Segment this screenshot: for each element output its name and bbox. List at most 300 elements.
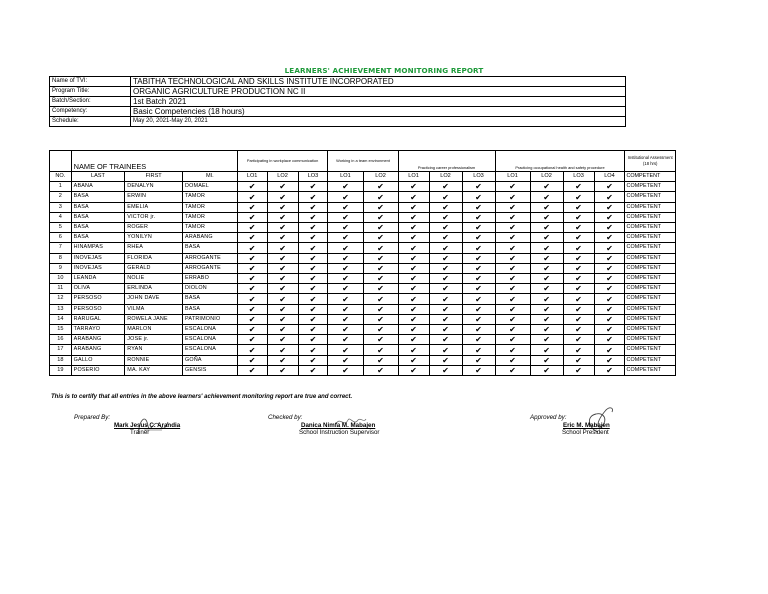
middle-initial-cell: TAMOR bbox=[183, 202, 238, 212]
checkmark-icon: ✔ bbox=[594, 355, 625, 365]
checkmark-icon: ✔ bbox=[237, 253, 267, 263]
checkmark-icon: ✔ bbox=[398, 365, 429, 375]
lo-header: LO2 bbox=[429, 172, 462, 182]
checkmark-icon: ✔ bbox=[398, 325, 429, 335]
checkmark-icon: ✔ bbox=[530, 314, 563, 324]
row-number: 8 bbox=[50, 253, 72, 263]
first-name-cell: FLORIDA bbox=[125, 253, 183, 263]
checkmark-icon: ✔ bbox=[495, 202, 530, 212]
checkmark-icon: ✔ bbox=[495, 294, 530, 304]
middle-initial-cell: DIOLON bbox=[183, 284, 238, 294]
prepared-by-block bbox=[74, 414, 180, 436]
checkmark-icon: ✔ bbox=[429, 192, 462, 202]
checkmark-icon: ✔ bbox=[594, 335, 625, 345]
checkmark-icon: ✔ bbox=[363, 284, 398, 294]
first-name-cell: RHEA bbox=[125, 243, 183, 253]
checkmark-icon: ✔ bbox=[328, 335, 363, 345]
row-number: 16 bbox=[50, 335, 72, 345]
checkmark-icon: ✔ bbox=[328, 182, 363, 192]
checkmark-icon: ✔ bbox=[398, 182, 429, 192]
trainee-row bbox=[50, 355, 676, 365]
checkmark-icon: ✔ bbox=[398, 212, 429, 222]
last-name-cell: ARABANG bbox=[71, 335, 125, 345]
checkmark-icon: ✔ bbox=[530, 335, 563, 345]
checkmark-icon: ✔ bbox=[237, 335, 267, 345]
checkmark-icon: ✔ bbox=[363, 304, 398, 314]
last-name-cell: TARRAYO bbox=[71, 325, 125, 335]
first-name-cell: NOLIE bbox=[125, 274, 183, 284]
info-label: Competency: bbox=[50, 107, 131, 117]
first-name-cell: GERALD bbox=[125, 263, 183, 273]
last-name-cell: INOVEJAS bbox=[71, 263, 125, 273]
checkmark-icon: ✔ bbox=[429, 243, 462, 253]
checkmark-icon: ✔ bbox=[298, 345, 328, 355]
checkmark-icon: ✔ bbox=[363, 182, 398, 192]
row-number: 3 bbox=[50, 202, 72, 212]
checkmark-icon: ✔ bbox=[328, 263, 363, 273]
checkmark-icon: ✔ bbox=[530, 223, 563, 233]
checkmark-icon: ✔ bbox=[495, 253, 530, 263]
checkmark-icon: ✔ bbox=[594, 325, 625, 335]
checkmark-icon: ✔ bbox=[267, 304, 298, 314]
checkmark-icon: ✔ bbox=[363, 263, 398, 273]
trainees-table bbox=[49, 150, 676, 376]
checkmark-icon: ✔ bbox=[267, 202, 298, 212]
checkmark-icon: ✔ bbox=[398, 314, 429, 324]
signatory-position: Trainer bbox=[130, 429, 150, 436]
checkmark-icon: ✔ bbox=[398, 304, 429, 314]
checkmark-icon: ✔ bbox=[267, 243, 298, 253]
checkmark-icon: ✔ bbox=[530, 192, 563, 202]
first-name-cell: MA. KAY bbox=[125, 365, 183, 375]
assessment-result-cell: COMPETENT bbox=[625, 345, 676, 355]
last-name-cell: GALLO bbox=[71, 355, 125, 365]
checkmark-icon: ✔ bbox=[563, 284, 594, 294]
checkmark-icon: ✔ bbox=[429, 233, 462, 243]
checkmark-icon: ✔ bbox=[363, 345, 398, 355]
assessment-result-cell: COMPETENT bbox=[625, 365, 676, 375]
checkmark-icon: ✔ bbox=[298, 182, 328, 192]
trainee-row bbox=[50, 233, 676, 243]
checkmark-icon: ✔ bbox=[237, 355, 267, 365]
assessment-result-cell: COMPETENT bbox=[625, 243, 676, 253]
checkmark-icon: ✔ bbox=[594, 304, 625, 314]
middle-initial-cell: TAMOR bbox=[183, 223, 238, 233]
checkmark-icon: ✔ bbox=[495, 192, 530, 202]
checkmark-icon: ✔ bbox=[429, 304, 462, 314]
last-name-cell: BASA bbox=[71, 202, 125, 212]
row-number: 13 bbox=[50, 304, 72, 314]
checkmark-icon: ✔ bbox=[363, 202, 398, 212]
info-label: Name of TVI: bbox=[50, 77, 131, 87]
checkmark-icon: ✔ bbox=[298, 233, 328, 243]
checkmark-icon: ✔ bbox=[328, 233, 363, 243]
checkmark-icon: ✔ bbox=[530, 325, 563, 335]
checkmark-icon: ✔ bbox=[298, 304, 328, 314]
program-info-table bbox=[49, 76, 626, 127]
checkmark-icon: ✔ bbox=[530, 274, 563, 284]
checkmark-icon: ✔ bbox=[429, 365, 462, 375]
checkmark-icon: ✔ bbox=[267, 345, 298, 355]
checkmark-icon: ✔ bbox=[328, 325, 363, 335]
checkmark-icon: ✔ bbox=[462, 314, 495, 324]
lo-header: LO1 bbox=[328, 172, 363, 182]
checkmark-icon: ✔ bbox=[237, 365, 267, 375]
checkmark-icon: ✔ bbox=[267, 325, 298, 335]
checkmark-icon: ✔ bbox=[298, 284, 328, 294]
checkmark-icon: ✔ bbox=[495, 243, 530, 253]
checkmark-icon: ✔ bbox=[429, 284, 462, 294]
middle-initial-cell: ARROGANTE bbox=[183, 253, 238, 263]
checkmark-icon: ✔ bbox=[267, 212, 298, 222]
checkmark-icon: ✔ bbox=[563, 243, 594, 253]
checkmark-icon: ✔ bbox=[398, 355, 429, 365]
checkmark-icon: ✔ bbox=[594, 314, 625, 324]
first-name-cell: DENALYN bbox=[125, 182, 183, 192]
assessment-result-cell: COMPETENT bbox=[625, 335, 676, 345]
middle-initial-cell: GENSIS bbox=[183, 365, 238, 375]
first-name-cell: RONNIE bbox=[125, 355, 183, 365]
first-name-cell: JOSE jr. bbox=[125, 335, 183, 345]
checkmark-icon: ✔ bbox=[462, 335, 495, 345]
info-value: May 20, 2021-May 20, 2021 bbox=[131, 117, 626, 127]
checkmark-icon: ✔ bbox=[328, 253, 363, 263]
signatory-role: Prepared By: bbox=[74, 414, 111, 421]
checkmark-icon: ✔ bbox=[462, 365, 495, 375]
first-name-cell: ERLINDA bbox=[125, 284, 183, 294]
trainee-row bbox=[50, 253, 676, 263]
checkmark-icon: ✔ bbox=[495, 314, 530, 324]
trainee-row bbox=[50, 243, 676, 253]
checkmark-icon: ✔ bbox=[495, 223, 530, 233]
checkmark-icon: ✔ bbox=[267, 335, 298, 345]
last-name-cell: OLIVA bbox=[71, 284, 125, 294]
middle-initial-header: MI. bbox=[183, 172, 238, 182]
trainee-row bbox=[50, 335, 676, 345]
signatory-name: Eric M. Mabajen bbox=[563, 422, 610, 429]
middle-initial-cell: ARROGANTE bbox=[183, 263, 238, 273]
checkmark-icon: ✔ bbox=[462, 294, 495, 304]
checkmark-icon: ✔ bbox=[237, 274, 267, 284]
checkmark-icon: ✔ bbox=[267, 182, 298, 192]
checkmark-icon: ✔ bbox=[328, 243, 363, 253]
assessment-result-cell: COMPETENT bbox=[625, 182, 676, 192]
checkmark-icon: ✔ bbox=[363, 325, 398, 335]
checkmark-icon: ✔ bbox=[462, 345, 495, 355]
lo-header: LO2 bbox=[363, 172, 398, 182]
checkmark-icon: ✔ bbox=[429, 314, 462, 324]
assessment-result-cell: COMPETENT bbox=[625, 253, 676, 263]
middle-initial-cell: ERRABO bbox=[183, 274, 238, 284]
info-row-schedule bbox=[50, 117, 626, 127]
assessment-result-cell: COMPETENT bbox=[625, 223, 676, 233]
checkmark-icon: ✔ bbox=[462, 263, 495, 273]
lo-header: LO2 bbox=[530, 172, 563, 182]
row-number: 9 bbox=[50, 263, 72, 273]
checkmark-icon: ✔ bbox=[462, 202, 495, 212]
trainee-row bbox=[50, 274, 676, 284]
assessment-result-cell: COMPETENT bbox=[625, 192, 676, 202]
assessment-result-cell: COMPETENT bbox=[625, 325, 676, 335]
checkmark-icon: ✔ bbox=[363, 243, 398, 253]
checkmark-icon: ✔ bbox=[298, 243, 328, 253]
checkmark-icon: ✔ bbox=[298, 263, 328, 273]
row-number: 19 bbox=[50, 365, 72, 375]
checkmark-icon: ✔ bbox=[530, 284, 563, 294]
checkmark-icon: ✔ bbox=[237, 314, 267, 324]
checkmark-icon: ✔ bbox=[363, 365, 398, 375]
assessment-header: Institutional Assessment (18 hrs) bbox=[625, 151, 676, 172]
first-name-cell: ROGER bbox=[125, 223, 183, 233]
checkmark-icon: ✔ bbox=[398, 223, 429, 233]
header-row-groups bbox=[50, 151, 676, 172]
checkmark-icon: ✔ bbox=[398, 284, 429, 294]
trainee-rows bbox=[50, 182, 676, 376]
checkmark-icon: ✔ bbox=[530, 263, 563, 273]
assessment-result-cell: COMPETENT bbox=[625, 355, 676, 365]
trainee-row bbox=[50, 223, 676, 233]
checkmark-icon: ✔ bbox=[530, 304, 563, 314]
checkmark-icon: ✔ bbox=[594, 202, 625, 212]
assessment-result-cell: COMPETENT bbox=[625, 284, 676, 294]
assessment-result-cell: COMPETENT bbox=[625, 212, 676, 222]
checkmark-icon: ✔ bbox=[462, 223, 495, 233]
checkmark-icon: ✔ bbox=[462, 182, 495, 192]
last-name-cell: INOVEJAS bbox=[71, 253, 125, 263]
checkmark-icon: ✔ bbox=[237, 325, 267, 335]
checkmark-icon: ✔ bbox=[594, 182, 625, 192]
checkmark-icon: ✔ bbox=[429, 182, 462, 192]
checkmark-icon: ✔ bbox=[495, 212, 530, 222]
names-header: NAME OF TRAINEES bbox=[71, 151, 237, 172]
checkmark-icon: ✔ bbox=[237, 294, 267, 304]
checkmark-icon: ✔ bbox=[267, 263, 298, 273]
group-header: Participating in workplace communication bbox=[237, 151, 328, 172]
row-number: 15 bbox=[50, 325, 72, 335]
checkmark-icon: ✔ bbox=[298, 253, 328, 263]
checkmark-icon: ✔ bbox=[267, 192, 298, 202]
checkmark-icon: ✔ bbox=[563, 192, 594, 202]
checkmark-icon: ✔ bbox=[495, 325, 530, 335]
trainee-row bbox=[50, 192, 676, 202]
checkmark-icon: ✔ bbox=[495, 284, 530, 294]
trainee-row bbox=[50, 365, 676, 375]
info-value: Basic Competencies (18 hours) bbox=[131, 107, 626, 117]
checkmark-icon: ✔ bbox=[398, 192, 429, 202]
trainee-row bbox=[50, 212, 676, 222]
middle-initial-cell: BASA bbox=[183, 304, 238, 314]
no-header: NO. bbox=[50, 172, 72, 182]
info-value: 1st Batch 2021 bbox=[131, 97, 626, 107]
checkmark-icon: ✔ bbox=[267, 365, 298, 375]
info-row-program bbox=[50, 87, 626, 97]
checkmark-icon: ✔ bbox=[594, 365, 625, 375]
checkmark-icon: ✔ bbox=[563, 263, 594, 273]
trainee-row bbox=[50, 202, 676, 212]
checkmark-icon: ✔ bbox=[594, 345, 625, 355]
row-number: 14 bbox=[50, 314, 72, 324]
checkmark-icon: ✔ bbox=[462, 192, 495, 202]
lo-header: LO4 bbox=[594, 172, 625, 182]
info-value: TABITHA TECHNOLOGICAL AND SKILLS INSTITUTE INCORPORATED bbox=[131, 77, 626, 87]
signatory-name: Mark Jesus C. Arandia bbox=[114, 422, 181, 429]
row-number: 11 bbox=[50, 284, 72, 294]
checkmark-icon: ✔ bbox=[298, 355, 328, 365]
row-number: 2 bbox=[50, 192, 72, 202]
last-name-cell: PERSOSO bbox=[71, 294, 125, 304]
checkmark-icon: ✔ bbox=[563, 325, 594, 335]
checkmark-icon: ✔ bbox=[462, 284, 495, 294]
checkmark-icon: ✔ bbox=[398, 233, 429, 243]
checkmark-icon: ✔ bbox=[530, 212, 563, 222]
checkmark-icon: ✔ bbox=[398, 243, 429, 253]
lo-header: LO1 bbox=[398, 172, 429, 182]
checkmark-icon: ✔ bbox=[530, 243, 563, 253]
lo-header: LO3 bbox=[298, 172, 328, 182]
checkmark-icon: ✔ bbox=[298, 223, 328, 233]
checkmark-icon: ✔ bbox=[429, 202, 462, 212]
checkmark-icon: ✔ bbox=[429, 223, 462, 233]
trainee-row bbox=[50, 263, 676, 273]
checkmark-icon: ✔ bbox=[237, 182, 267, 192]
checkmark-icon: ✔ bbox=[594, 263, 625, 273]
checkmark-icon: ✔ bbox=[530, 202, 563, 212]
checkmark-icon: ✔ bbox=[594, 243, 625, 253]
checkmark-icon: ✔ bbox=[267, 253, 298, 263]
checkmark-icon: ✔ bbox=[298, 192, 328, 202]
checkmark-icon: ✔ bbox=[495, 304, 530, 314]
trainee-row bbox=[50, 314, 676, 324]
first-name-cell: VILMA bbox=[125, 304, 183, 314]
checkmark-icon: ✔ bbox=[328, 365, 363, 375]
checkmark-icon: ✔ bbox=[530, 253, 563, 263]
assessment-result-cell: COMPETENT bbox=[625, 202, 676, 212]
first-name-cell: MARLON bbox=[125, 325, 183, 335]
checkmark-icon: ✔ bbox=[363, 355, 398, 365]
checkmark-icon: ✔ bbox=[563, 365, 594, 375]
checkmark-icon: ✔ bbox=[237, 223, 267, 233]
checkmark-icon: ✔ bbox=[363, 192, 398, 202]
checkmark-icon: ✔ bbox=[237, 202, 267, 212]
checkmark-icon: ✔ bbox=[237, 243, 267, 253]
checkmark-icon: ✔ bbox=[495, 355, 530, 365]
checkmark-icon: ✔ bbox=[328, 314, 363, 324]
first-name-cell: RYAN bbox=[125, 345, 183, 355]
checkmark-icon: ✔ bbox=[563, 182, 594, 192]
checkmark-icon: ✔ bbox=[363, 274, 398, 284]
checkmark-icon: ✔ bbox=[563, 202, 594, 212]
lo-header: LO3 bbox=[563, 172, 594, 182]
checkmark-icon: ✔ bbox=[563, 233, 594, 243]
lo-header: LO2 bbox=[267, 172, 298, 182]
checkmark-icon: ✔ bbox=[563, 274, 594, 284]
assessment-result-cell: COMPETENT bbox=[625, 304, 676, 314]
middle-initial-cell: ESCALONA bbox=[183, 325, 238, 335]
checkmark-icon: ✔ bbox=[495, 182, 530, 192]
checkmark-icon: ✔ bbox=[267, 314, 298, 324]
checkmark-icon: ✔ bbox=[462, 243, 495, 253]
info-value: ORGANIC AGRICULTURE PRODUCTION NC II bbox=[131, 87, 626, 97]
checkmark-icon: ✔ bbox=[398, 345, 429, 355]
signatory-position: School President bbox=[562, 429, 609, 436]
row-number: 12 bbox=[50, 294, 72, 304]
middle-initial-cell: ARABANG bbox=[183, 233, 238, 243]
checkmark-icon: ✔ bbox=[429, 274, 462, 284]
checkmark-icon: ✔ bbox=[495, 233, 530, 243]
last-name-cell: LEANDA bbox=[71, 274, 125, 284]
trainee-row bbox=[50, 345, 676, 355]
checkmark-icon: ✔ bbox=[530, 365, 563, 375]
checkmark-icon: ✔ bbox=[298, 365, 328, 375]
last-name-cell: BASA bbox=[71, 212, 125, 222]
checkmark-icon: ✔ bbox=[328, 294, 363, 304]
middle-initial-cell: DOMAEL bbox=[183, 182, 238, 192]
lo-header: LO3 bbox=[462, 172, 495, 182]
checkmark-icon: ✔ bbox=[267, 274, 298, 284]
info-row-competency bbox=[50, 107, 626, 117]
checkmark-icon: ✔ bbox=[267, 294, 298, 304]
checkmark-icon: ✔ bbox=[237, 284, 267, 294]
trainee-row bbox=[50, 304, 676, 314]
header-row-sub bbox=[50, 172, 676, 182]
checkmark-icon: ✔ bbox=[298, 202, 328, 212]
checkmark-icon: ✔ bbox=[495, 345, 530, 355]
row-number: 5 bbox=[50, 223, 72, 233]
no-header-spacer bbox=[50, 151, 72, 172]
checkmark-icon: ✔ bbox=[363, 294, 398, 304]
checkmark-icon: ✔ bbox=[462, 304, 495, 314]
checkmark-icon: ✔ bbox=[563, 294, 594, 304]
checkmark-icon: ✔ bbox=[328, 355, 363, 365]
checkmark-icon: ✔ bbox=[328, 192, 363, 202]
checkmark-icon: ✔ bbox=[462, 212, 495, 222]
checkmark-icon: ✔ bbox=[462, 274, 495, 284]
checkmark-icon: ✔ bbox=[267, 223, 298, 233]
middle-initial-cell: ESCALONA bbox=[183, 345, 238, 355]
trainee-row bbox=[50, 182, 676, 192]
checked-by-block bbox=[268, 414, 379, 436]
checkmark-icon: ✔ bbox=[237, 345, 267, 355]
lo-header: LO1 bbox=[237, 172, 267, 182]
checkmark-icon: ✔ bbox=[267, 355, 298, 365]
first-name-header: FIRST bbox=[125, 172, 183, 182]
checkmark-icon: ✔ bbox=[462, 355, 495, 365]
assessment-result-cell: COMPETENT bbox=[625, 314, 676, 324]
checkmark-icon: ✔ bbox=[363, 212, 398, 222]
approved-by-block bbox=[530, 414, 610, 436]
group-header: Working in a team environment bbox=[328, 151, 398, 172]
last-name-header: LAST bbox=[71, 172, 125, 182]
checkmark-icon: ✔ bbox=[328, 274, 363, 284]
last-name-cell: ARABANG bbox=[71, 345, 125, 355]
checkmark-icon: ✔ bbox=[429, 345, 462, 355]
assessment-result-cell: COMPETENT bbox=[625, 263, 676, 273]
checkmark-icon: ✔ bbox=[363, 335, 398, 345]
checkmark-icon: ✔ bbox=[429, 335, 462, 345]
info-row-tvi bbox=[50, 77, 626, 87]
checkmark-icon: ✔ bbox=[563, 253, 594, 263]
checkmark-icon: ✔ bbox=[237, 192, 267, 202]
checkmark-icon: ✔ bbox=[328, 345, 363, 355]
checkmark-icon: ✔ bbox=[530, 294, 563, 304]
info-label: Program Title: bbox=[50, 87, 131, 97]
checkmark-icon: ✔ bbox=[563, 223, 594, 233]
first-name-cell: ERWIN bbox=[125, 192, 183, 202]
checkmark-icon: ✔ bbox=[429, 294, 462, 304]
checkmark-icon: ✔ bbox=[594, 223, 625, 233]
certification-statement: This is to certify that all entries in the above learners' achievement monitoring report are true and correct. bbox=[51, 394, 353, 400]
checkmark-icon: ✔ bbox=[267, 284, 298, 294]
